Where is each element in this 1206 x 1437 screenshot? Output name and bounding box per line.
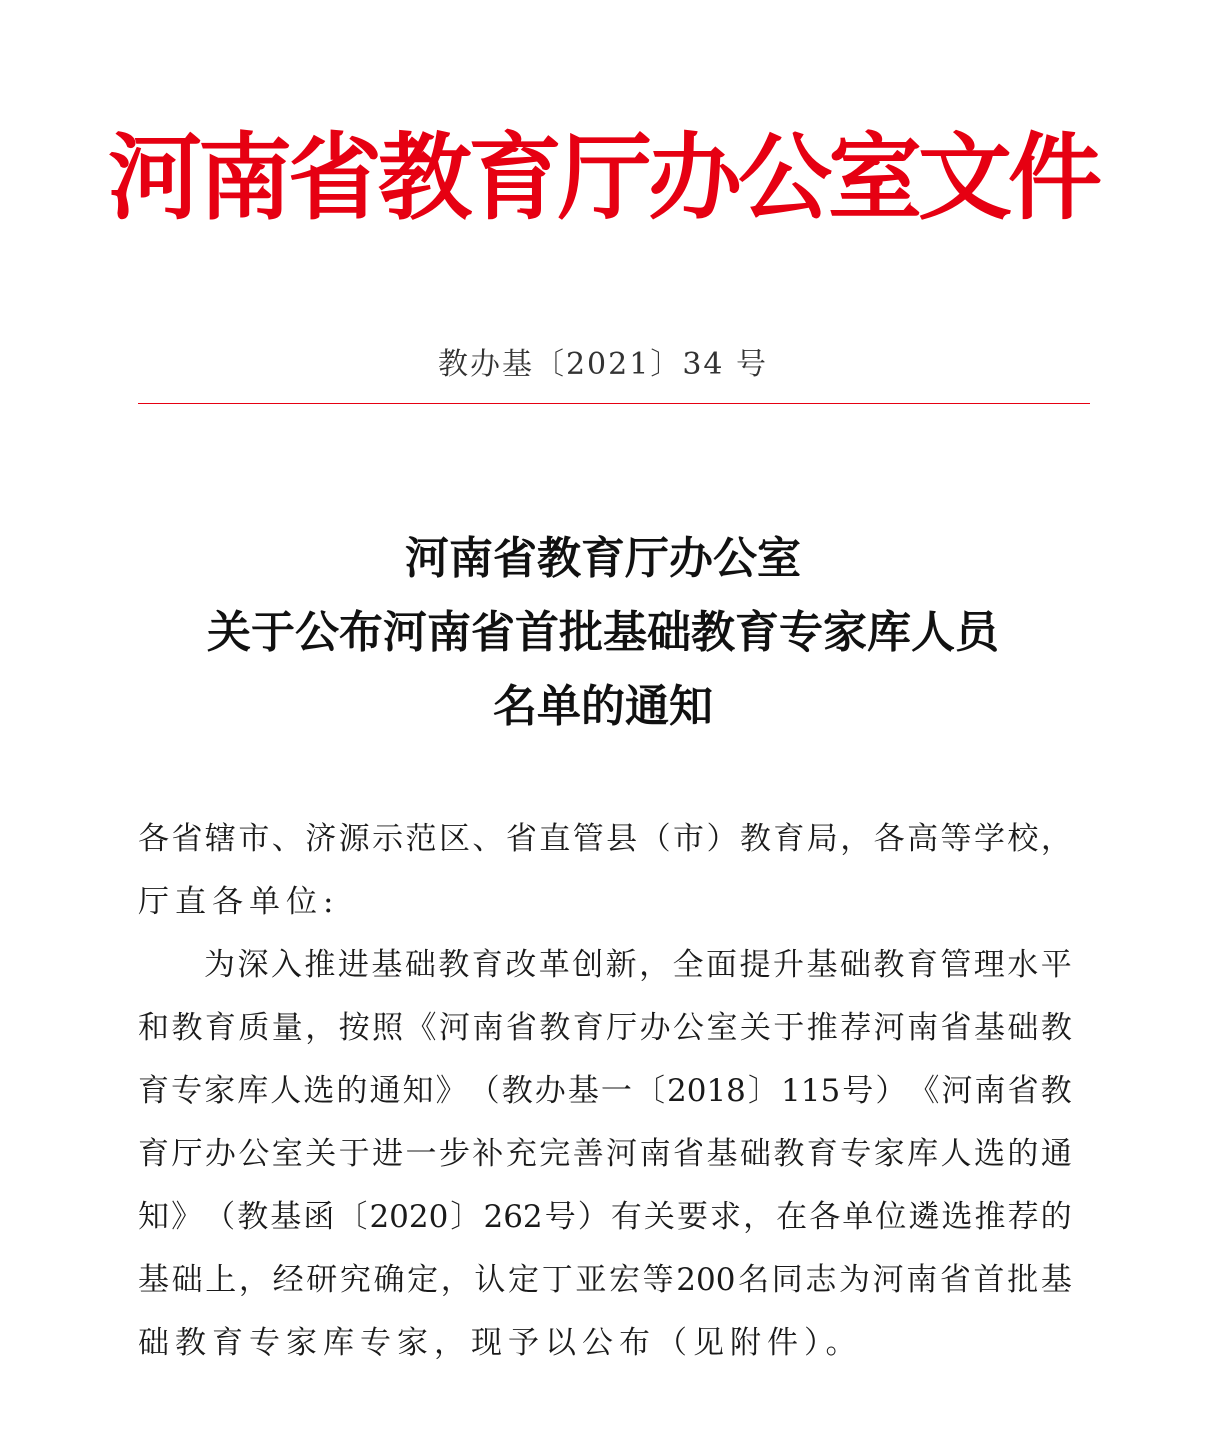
- paragraph-line: 育 厅 办 公 室 关 于 进 一 步 补 充 完 善 河 南 省 基 础 教 育 专 家 库 人 选 的 通: [138, 1136, 1072, 1172]
- red-divider-line: [138, 403, 1090, 404]
- title-line-3: 名单的通知: [493, 681, 713, 732]
- paragraph-line: 为 深 入 推 进 基 础 教 育 改 革 创 新 ， 全 面 提 升 基 础 教 育 管 理 水 平: [204, 947, 1072, 983]
- title-line-1: 河南省教育厅办公室: [405, 533, 801, 584]
- paragraph-line: 育 专 家 库 人 选 的 通 知 》 （ 教 办 基 一 〔 2018 〕 115 号 ） 《 河 南 省 教: [138, 1073, 1072, 1109]
- recipients-line-2: 厅直各单位:: [138, 884, 340, 920]
- document-title: [0, 522, 1206, 744]
- document-number: 教办基〔2021〕34 号: [437, 347, 769, 382]
- paragraph-line-last: 础教育专家库专家，现予以公布（见附件）。: [138, 1325, 863, 1361]
- document-body: [138, 808, 1078, 1375]
- paragraph-line: 和 教 育 质 量 ， 按 照 《 河 南 省 教 育 厅 办 公 室 关 于 推 荐 河 南 省 基 础 教: [138, 1010, 1072, 1046]
- recipients-line-1: 各 省 辖 市 、 济 源 示 范 区 、 省 直 管 县 （ 市 ） 教 育 局 ， 各 高 等 学 校 ，: [138, 821, 1072, 857]
- paragraph-line: 知 》 （ 教 基 函 〔 2020 〕 262 号 ） 有 关 要 求 ， 在 各 单 位 遴 选 推 荐 的: [138, 1199, 1072, 1235]
- issuer-masthead: 河南省教育厅办公室文件: [107, 123, 1098, 233]
- paragraph-line: 基 础 上 ， 经 研 究 确 定 ， 认 定 丁 亚 宏 等 200 名 同 志 为 河 南 省 首 批 基: [138, 1262, 1072, 1298]
- title-line-2: 关于公布河南省首批基础教育专家库人员: [207, 607, 999, 658]
